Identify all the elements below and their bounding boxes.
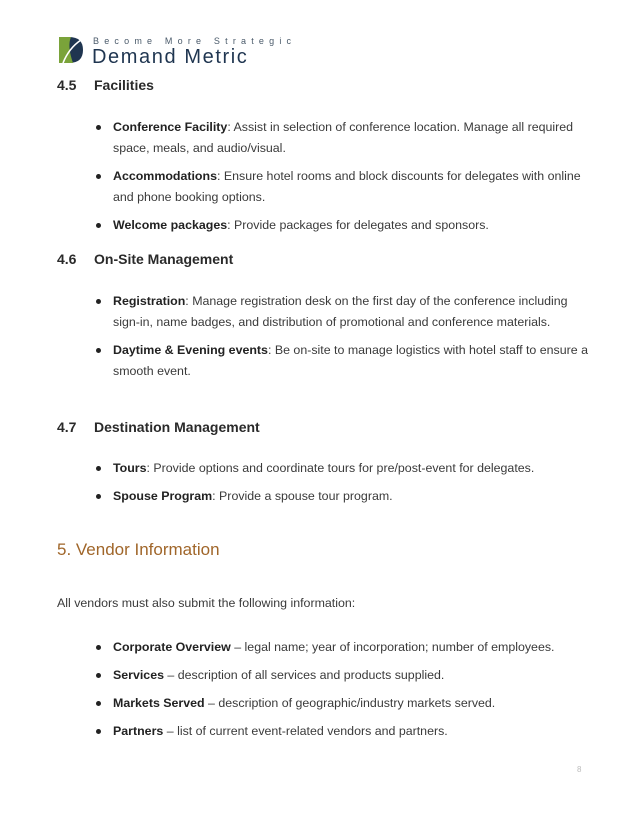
item-separator: : [185,294,193,308]
item-description: Provide packages for delegates and sponsors. [234,218,489,232]
item-description: Provide options and coordinate tours for pre/post-event for delegates. [153,461,535,475]
list-item [96,117,596,159]
item-separator: : [212,489,220,503]
bullet-icon [96,673,101,678]
section-number: 4.7 [57,419,77,435]
section-number: 4.5 [57,77,77,93]
item-description: list of current event-related vendors and partners. [177,724,448,738]
item-term: Tours [113,461,147,475]
page-number: 8 [577,765,582,774]
item-term: Registration [113,294,186,308]
item-separator: – [230,640,245,654]
vendor-information-list [96,637,596,749]
item-description: Ensure hotel rooms and block discounts for delegates with online and phone booking options. [113,169,581,204]
bullet-icon [96,299,101,304]
section-heading-on-site-management [57,251,233,267]
item-description: Be on-site to manage logistics with hotel staff to ensure a smooth event. [113,343,588,378]
item-description: description of all services and products supplied. [177,668,445,682]
section-number: 4.6 [57,251,77,267]
list-item [96,215,596,236]
bullet-icon [96,494,101,499]
item-term: Corporate Overview [113,640,231,654]
item-term: Conference Facility [113,120,228,134]
bullet-icon [96,125,101,130]
item-description: description of geographic/industry markets served. [218,696,496,710]
item-separator: : [227,120,234,134]
on-site-management-list [96,291,596,389]
list-item [96,637,596,658]
list-item [96,458,596,479]
item-term: Accommodations [113,169,217,183]
bullet-icon [96,466,101,471]
section-title: Facilities [94,77,154,93]
item-separator: : [227,218,234,232]
bullet-icon [96,348,101,353]
vendor-intro-text: All vendors must also submit the following information: [57,596,356,610]
item-separator: – [163,724,178,738]
section-title: On-Site Management [94,251,234,267]
item-separator: : [267,343,275,357]
item-description: legal name; year of incorporation; number of employees. [244,640,555,654]
logo-tagline: Become More Strategic [93,36,297,46]
facilities-list [96,117,596,243]
item-term: Daytime & Evening events [113,343,268,357]
item-separator: : [146,461,154,475]
list-item [96,721,596,742]
list-item [96,693,596,714]
list-item [96,665,596,686]
item-description: Provide a spouse tour program. [219,489,393,503]
section-title: Destination Management [94,419,260,435]
vendor-information-heading: 5. Vendor Information [57,540,220,559]
list-item [96,340,596,382]
logo-brand-name: Demand Metric [92,46,249,68]
item-separator: : [216,169,224,183]
section-heading-destination-management [57,419,260,435]
demand-metric-logo [57,36,307,66]
destination-management-list [96,458,596,514]
item-separator: – [204,696,219,710]
bullet-icon [96,174,101,179]
item-term: Partners [113,724,164,738]
list-item [96,166,596,208]
item-description: Manage registration desk on the first day of the conference including sign-in, name badges, and distribution of promotional and conference materials. [113,294,568,329]
item-term: Services [113,668,164,682]
bullet-icon [96,223,101,228]
item-term: Welcome packages [113,218,228,232]
list-item [96,291,596,333]
list-item [96,486,596,507]
bullet-icon [96,645,101,650]
section-heading-facilities [57,77,154,93]
bullet-icon [96,729,101,734]
item-term: Markets Served [113,696,205,710]
logo-mark-icon [57,36,87,64]
item-description: Assist in selection of conference location. Manage all required space, meals, and audio/visual. [113,120,574,155]
item-term: Spouse Program [113,489,213,503]
bullet-icon [96,701,101,706]
item-separator: – [163,668,178,682]
